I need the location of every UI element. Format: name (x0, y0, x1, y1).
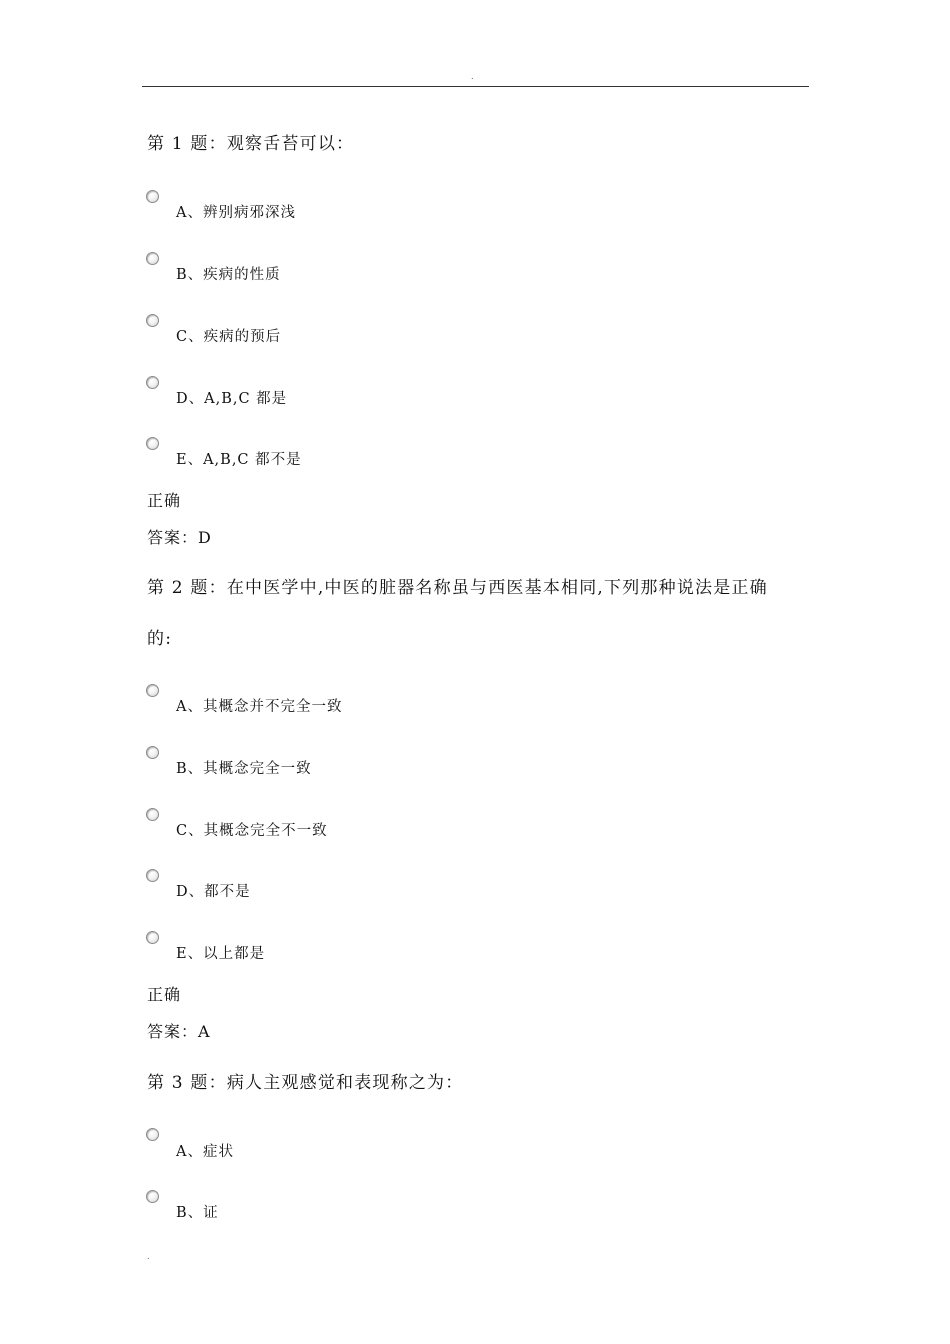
option-q1-d: D、A,B,C 都是 (176, 391, 288, 407)
question-3-title: 第 3 题：病人主观感觉和表现称之为： (147, 1073, 464, 1093)
radio-q1-b[interactable] (146, 252, 159, 265)
radio-q2-e[interactable] (146, 931, 159, 944)
radio-q3-b[interactable] (146, 1190, 159, 1203)
question-2-title-line2: 的: (147, 629, 173, 649)
option-q2-d: D、都不是 (176, 884, 251, 900)
question-2-title-line1: 第 2 题：在中医学中,中医的脏器名称虽与西医基本相同,下列那种说法是正确 (147, 578, 768, 598)
question-1-result: 正确 (147, 491, 182, 510)
question-2-answer: 答案：A (147, 1022, 211, 1041)
footer-mark: . (147, 1252, 150, 1261)
header-mark: . (471, 72, 474, 81)
question-2-result: 正确 (147, 985, 182, 1004)
radio-q1-a[interactable] (146, 190, 159, 203)
question-1-title: 第 1 题：观察舌苔可以： (147, 134, 355, 154)
radio-q2-d[interactable] (146, 869, 159, 882)
option-q3-a: A、症状 (176, 1144, 234, 1160)
option-q2-b: B、其概念完全一致 (176, 761, 312, 777)
option-q1-a: A、辨别病邪深浅 (176, 205, 296, 221)
option-q2-c: C、其概念完全不一致 (176, 823, 328, 839)
option-q1-c: C、疾病的预后 (176, 329, 282, 345)
option-q1-b: B、疾病的性质 (176, 267, 281, 283)
radio-q1-e[interactable] (146, 437, 159, 450)
header-rule (142, 86, 809, 87)
radio-q2-a[interactable] (146, 684, 159, 697)
option-q2-e: E、以上都是 (176, 946, 266, 962)
radio-q1-d[interactable] (146, 376, 159, 389)
radio-q2-b[interactable] (146, 746, 159, 759)
option-q3-b: B、证 (176, 1205, 219, 1221)
question-1-answer: 答案：D (147, 528, 212, 547)
option-q2-a: A、其概念并不完全一致 (176, 699, 343, 715)
option-q1-e: E、A,B,C 都不是 (176, 452, 302, 468)
radio-q2-c[interactable] (146, 808, 159, 821)
radio-q3-a[interactable] (146, 1128, 159, 1141)
radio-q1-c[interactable] (146, 314, 159, 327)
